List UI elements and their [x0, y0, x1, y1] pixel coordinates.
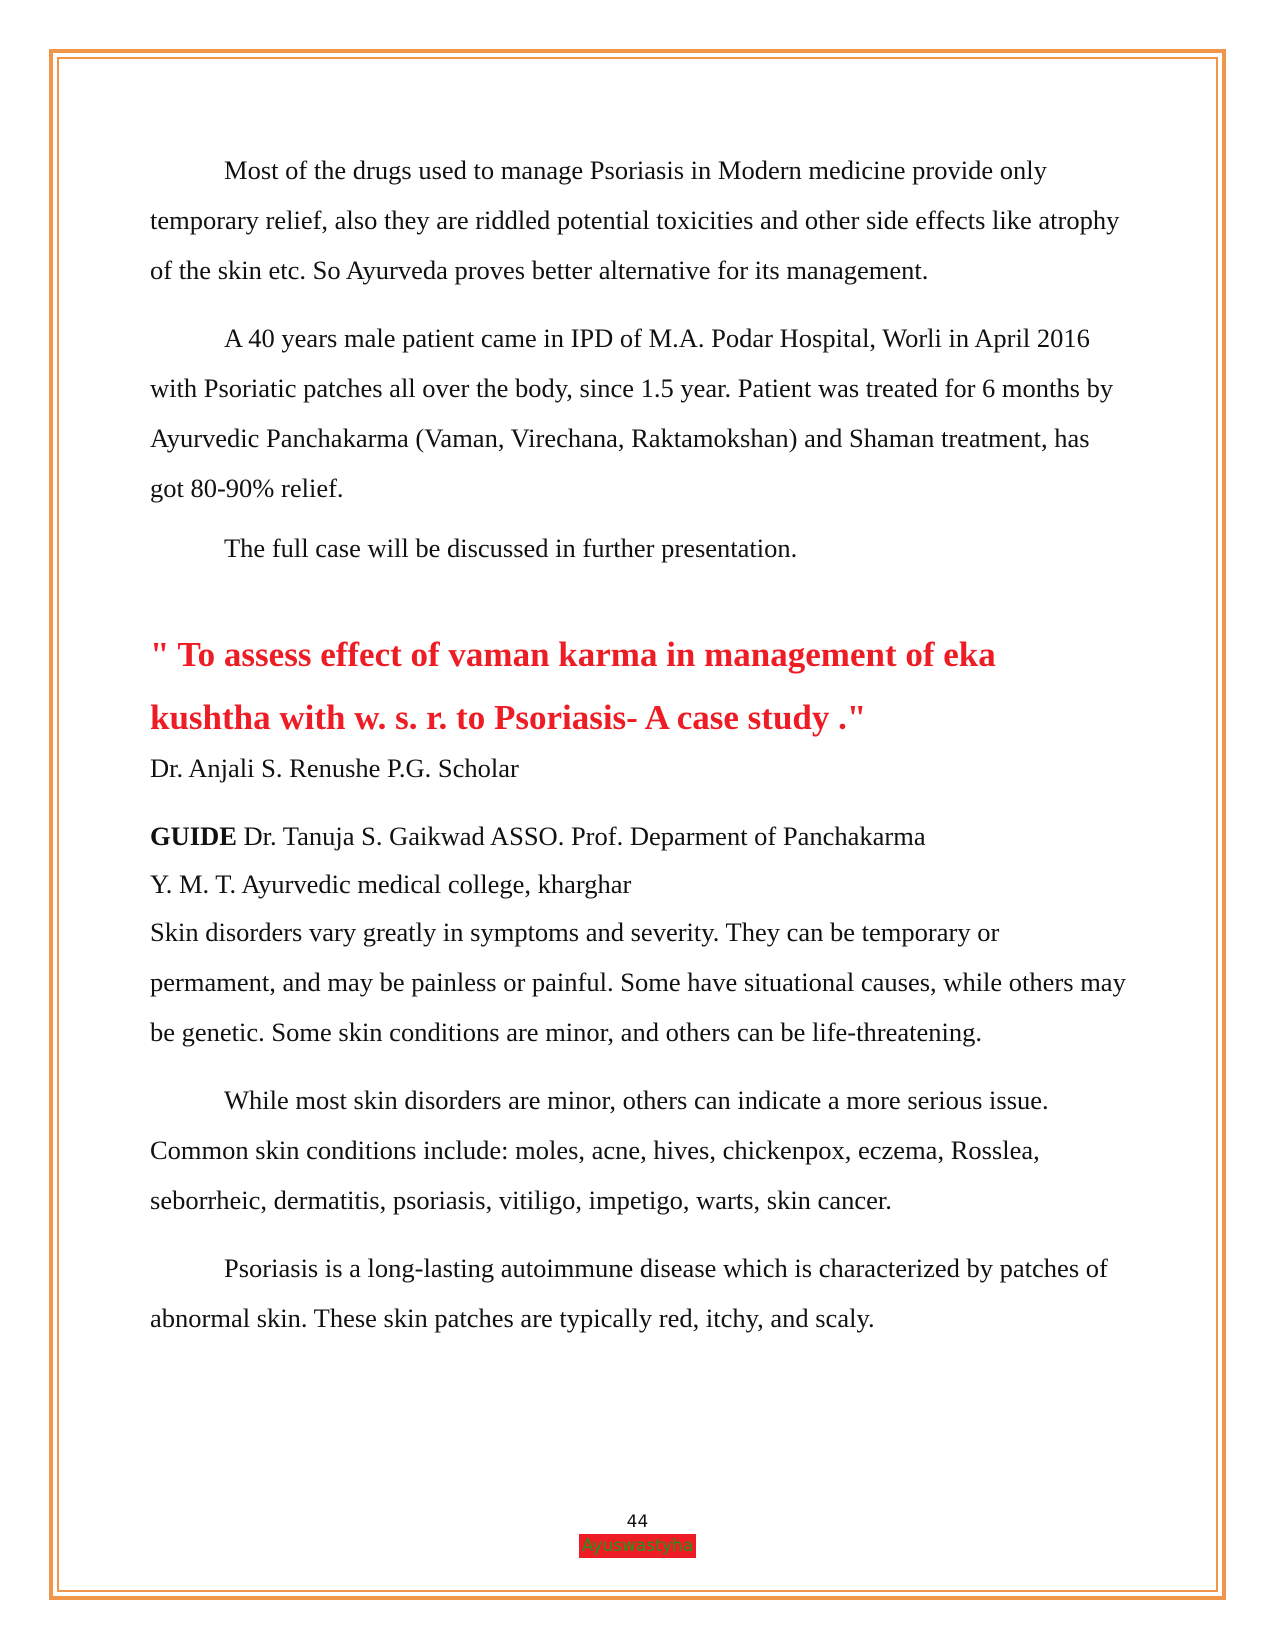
article-guide — [150, 811, 1130, 861]
page-footer — [0, 1512, 1275, 1558]
paragraph-modern-medicine: Most of the drugs used to manage Psoriasis in Modern medicine provide only temporary relief, also they are riddled potential toxicities and other side effects like atrophy of the skin etc. So Ayurveda proves better alternative for its management. — [150, 155, 1120, 285]
page-content — [150, 145, 1130, 1343]
article-title — [150, 623, 1130, 749]
paragraph-full-case: The full case will be discussed in further presentation. — [224, 533, 798, 563]
article-title-line-2: kushtha with w. s. r. to Psoriasis- A case study ." — [150, 698, 867, 737]
article-college: Y. M. T. Ayurvedic medical college, kharghar — [150, 869, 632, 899]
guide-label: GUIDE — [150, 821, 237, 851]
page-number: 44 — [626, 1512, 649, 1532]
paragraph-skin-disorders: Skin disorders vary greatly in symptoms and severity. They can be temporary or permament, and may be painless or painful. Some have situational causes, while others may be genetic. Some skin conditions are minor, and others can be life-threatening. — [150, 917, 1126, 1047]
paragraph-patient-case: A 40 years male patient came in IPD of M.A. Podar Hospital, Worli in April 2016 with Psoriatic patches all over the body, since 1.5 year. Patient was treated for 6 months by Ayurvedic Panchakarma (Vaman, Virechana, Raktamokshan) and Shaman treatment, has got 80-90% relief. — [150, 323, 1114, 503]
article-author: Dr. Anjali S. Renushe P.G. Scholar — [150, 753, 519, 783]
paragraph-psoriasis: Psoriasis is a long-lasting autoimmune disease which is characterized by patches of abnormal skin. These skin patches are typically red, itchy, and scaly. — [150, 1253, 1108, 1333]
paragraph-common-conditions: While most skin disorders are minor, others can indicate a more serious issue. Common skin conditions include: moles, acne, hives, chickenpox, eczema, Rosslea, seborrheic, dermatitis, psoriasis, vitiligo, impetigo, warts, skin cancer. — [150, 1085, 1049, 1215]
journal-name: Ayuswastyha — [579, 1534, 696, 1558]
article-title-line-1: " To assess effect of vaman karma in management of eka — [150, 635, 996, 674]
guide-text: Dr. Tanuja S. Gaikwad ASSO. Prof. Deparment of Panchakarma — [236, 821, 926, 851]
